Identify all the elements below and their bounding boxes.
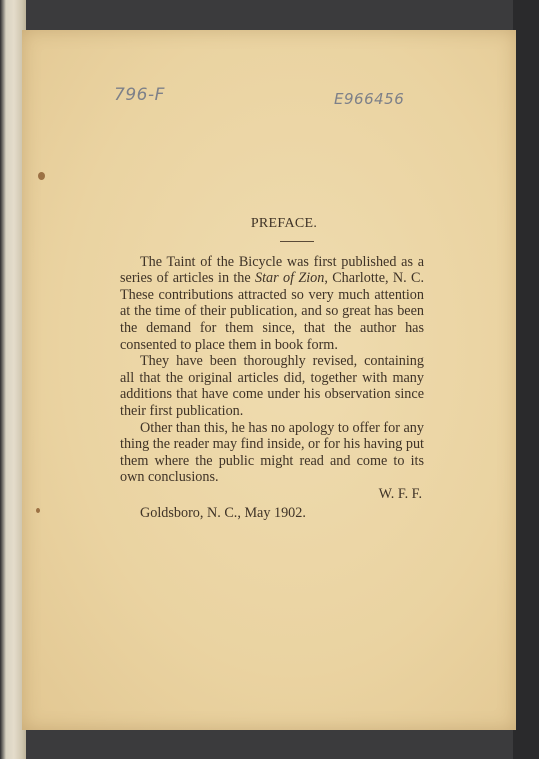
preface-paragraph-1: [120, 254, 424, 354]
pencil-accession-number: E966456: [334, 90, 405, 108]
preface-paragraph-2: They have been thoroughly revised, containing all that the original articles did, together with many additions that have come under his observation since their first publication.: [120, 353, 424, 419]
heading-rule: [280, 241, 314, 242]
book-cover-edge: [513, 0, 539, 759]
preface-text-block: [120, 216, 424, 521]
paragraph-1-text-start: The Taint of the Bicycle was first published as a series of articles in the: [120, 253, 424, 287]
author-initials: W. F. F.: [378, 485, 422, 502]
preface-heading: PREFACE.: [250, 216, 318, 231]
pencil-call-number: 796-F: [114, 85, 165, 105]
newspaper-title: Star of Zion: [255, 270, 325, 287]
paragraph-1-text-end: , Charlotte, N. C. These contributions attracted so very much attention at the time of their publication, and so great has been the demand for them since, that the author has consented to place them in book form.: [120, 270, 424, 353]
book-page: [22, 30, 516, 730]
foxing-stain: [38, 172, 45, 180]
foxing-stain: [36, 508, 40, 513]
preface-paragraph-3: Other than this, he has no apology to offer for any thing the reader may find inside, or for his having put them where the public might read and come to its own conclusions.: [120, 419, 424, 486]
place-and-date: Goldsboro, N. C., May 1902.: [140, 504, 306, 521]
